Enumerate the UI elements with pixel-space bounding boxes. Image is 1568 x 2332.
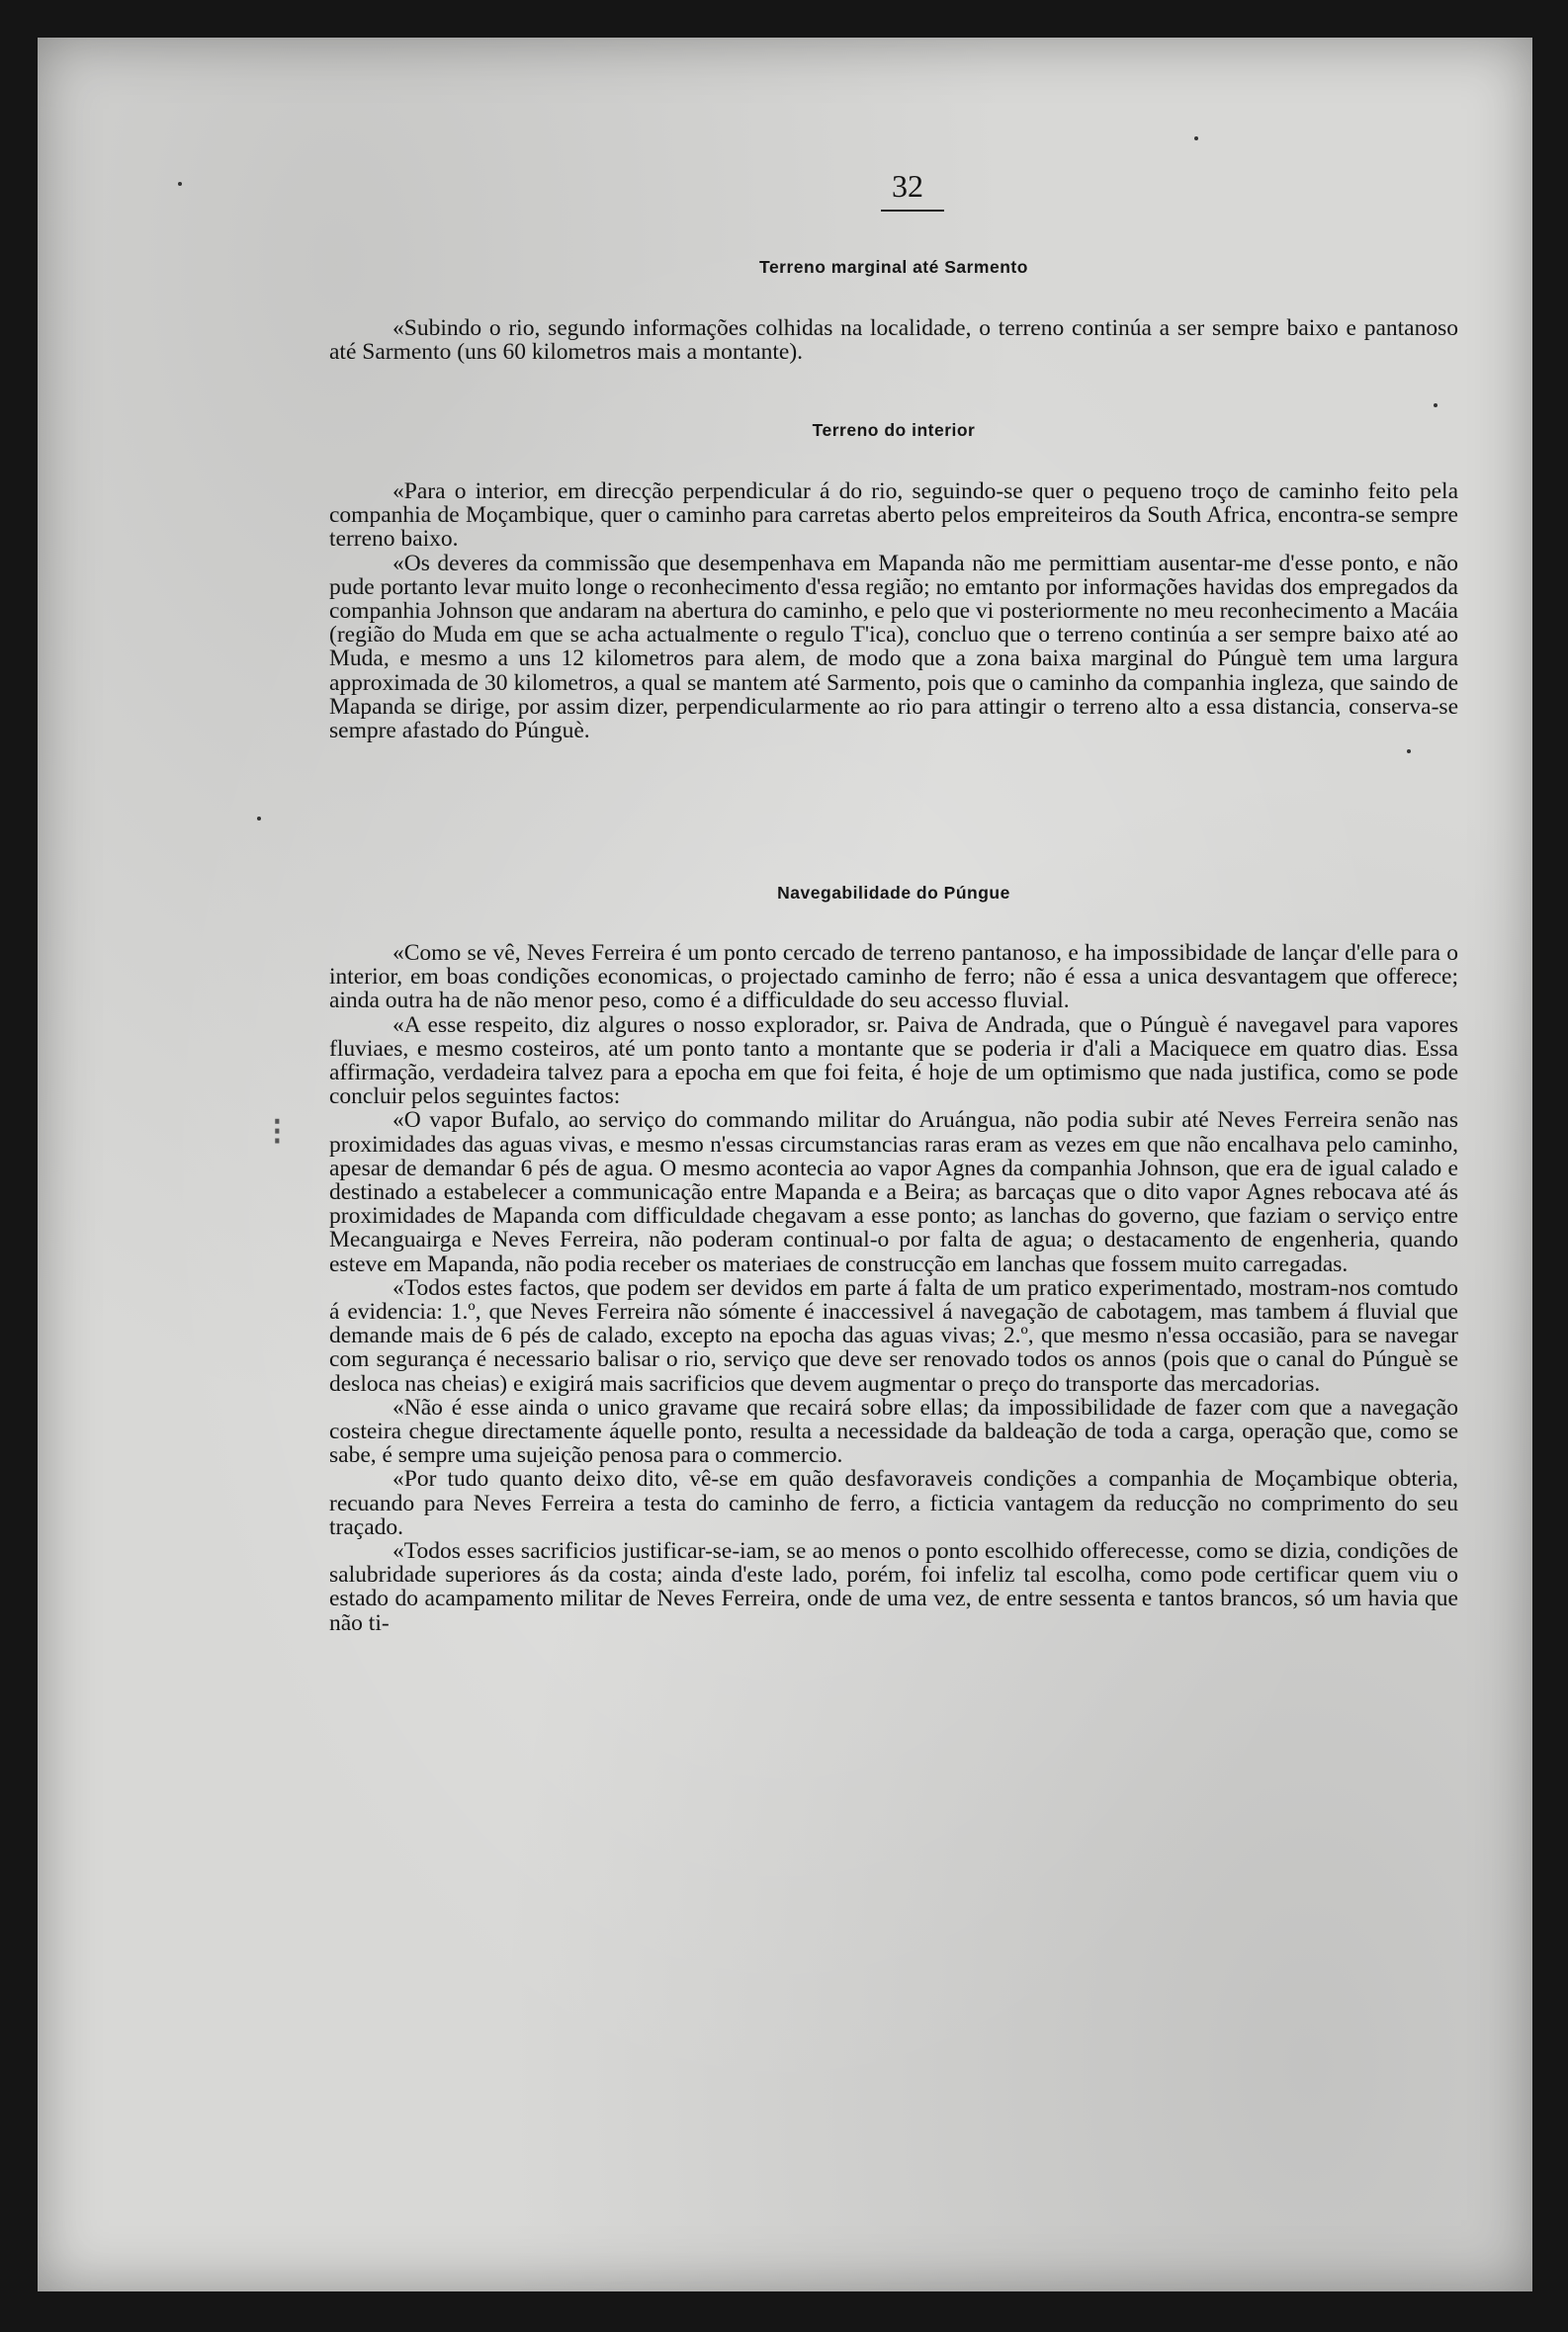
- margin-pencil-mark: ⁝: [271, 1109, 284, 1155]
- dust-speck: [257, 817, 261, 821]
- dust-speck: [178, 182, 182, 186]
- section-heading-terreno-marginal: Terreno marginal até Sarmento: [759, 257, 1028, 277]
- paragraph: «Por tudo quanto deixo dito, vê-se em quão desfavoraveis condições a companhia de Moçambique obteria, recuando para Neves Ferreira a testa do caminho de ferro, a ficticia vantagem da reducção no comprimento do seu traçado.: [329, 1466, 1458, 1540]
- paragraph: «Não é esse ainda o unico gravame que recairá sobre ellas; da impossibilidade de fazer com que a navegação costeira chegue directamente áquelle ponto, resulta a necessidade da baldeação de toda a carga, operação que, como se sabe, é sempre uma sujeição penosa para o commercio.: [329, 1394, 1458, 1469]
- paragraph: «Todos esses sacrificios justificar-se-iam, se ao menos o ponto escolhido offerecesse, como se dizia, condições de salubridade superiores ás da costa; ainda d'este lado, porém, foi infeliz tal escolha, como pode certificar quem viu o estado do acampamento militar de Neves Ferreira, onde de uma vez, de entre sessenta e tantos brancos, só um havia que não ti-: [329, 1538, 1458, 1636]
- paragraph: «A esse respeito, diz algures o nosso explorador, sr. Paiva de Andrada, que o Púnguè é navegavel para vapores fluviaes, e mesmo costeiros, até um ponto tanto a montante que se poderia ir d'ali a Maciquece em quatro dias. Essa affirmação, verdadeira talvez para a epocha em que foi feita, é hoje de um optimismo que nada justifica, como se pode concluir pelos seguintes factos:: [329, 1011, 1458, 1110]
- paragraph: «Subindo o rio, segundo informações colhidas na localidade, o terreno continúa a ser sempre baixo e pantanoso até Sarmento (uns 60 kilometros mais a montante).: [329, 315, 1458, 366]
- paragraph: «Como se vê, Neves Ferreira é um ponto cercado de terreno pantanoso, e ha impossibidade de lançar d'elle para o interior, em boas condições economicas, o projectado caminho de ferro; não é essa a unica desvantagem que offerece; ainda outra ha de não menor peso, como é a difficuldade do seu accesso fluvial.: [329, 940, 1458, 1014]
- paragraph: «Para o interior, em direcção perpendicular á do rio, seguindo-se quer o pequeno troço de caminho feito pela companhia de Moçambique, quer o caminho para carretas aberto pelos empreiteiros da South Africa, encontra-se sempre terreno baixo.: [329, 478, 1458, 553]
- section-body-terreno-marginal: [329, 316, 1458, 364]
- page-number: 32: [892, 168, 923, 204]
- dust-speck: [1194, 136, 1198, 140]
- section-body-navegabilidade: [329, 941, 1458, 1635]
- dust-speck: [1434, 403, 1437, 407]
- section-heading-navegabilidade: Navegabilidade do Púngue: [777, 883, 1010, 903]
- paragraph: «Os deveres da commissão que desempenhava em Mapanda não me permittiam ausentar-me d'esse ponto, e não pude portanto levar muito longe o reconhecimento d'essa região; no emtanto por informações havidas dos empregados da companhia Johnson que andaram na abertura do caminho, e pelo que vi posteriormente no meu reconhecimento a Macáia (região do Muda em que se acha actualmente o regulo T'ica), concluo que o terreno continúa a ser sempre baixo até ao Muda, e mesmo a uns 12 kilometros para alem, de modo que a zona baixa marginal do Púnguè tem uma largura approximada de 30 kilometros, a qual se mantem até Sarmento, pois que o caminho da companhia ingleza, que saindo de Mapanda se dirige, por assim dizer, perpendicularmente ao rio para attingir o terreno alto a essa distancia, conserva-se sempre afastado do Púnguè.: [329, 550, 1458, 744]
- scanned-page: [38, 38, 1532, 2291]
- dust-speck: [1407, 749, 1411, 753]
- paragraph: «O vapor Bufalo, ao serviço do commando militar do Aruángua, não podia subir até Neves Ferreira senão nas proximidades das aguas vivas, e mesmo n'essas circumstancias raras eram as vezes em que não encalhava pelo caminho, apesar de demandar 6 pés de agua. O mesmo acontecia ao vapor Agnes da companhia Johnson, que era de igual calado e destinado a estabelecer a communicação entre Mapanda e a Beira; as barcaças que o dito vapor Agnes rebocava até ás proximidades de Mapanda com difficuldade chegavam a esse ponto; as lanchas do governo, que faziam o serviço entre Mecanguairga e Neves Ferreira, não poderam continual-o por falta de agua; o destacamento de engenheria, quando esteve em Mapanda, não podia receber os materiaes de construcção em lanchas que fossem muito carregadas.: [329, 1107, 1458, 1277]
- section-body-terreno-interior: [329, 479, 1458, 742]
- section-heading-terreno-interior: Terreno do interior: [812, 420, 976, 440]
- page-number-underline: [881, 210, 944, 212]
- paragraph: «Todos estes factos, que podem ser devidos em parte á falta de um pratico experimentado, mostram-nos comtudo á evidencia: 1.º, que Neves Ferreira não sómente é inaccessivel á navegação de cabotagem, mas tambem á fluvial que demande mais de 6 pés de calado, excepto na epocha das aguas vivas; 2.º, que mesmo n'essa occasião, para se navegar com segurança é necessario balisar o rio, serviço que deve ser renovado todos os annos (pois que o canal do Púnguè se desloca nas cheias) e exigirá mais sacrificios que devem augmentar o preço do transporte das mercadorias.: [329, 1274, 1458, 1397]
